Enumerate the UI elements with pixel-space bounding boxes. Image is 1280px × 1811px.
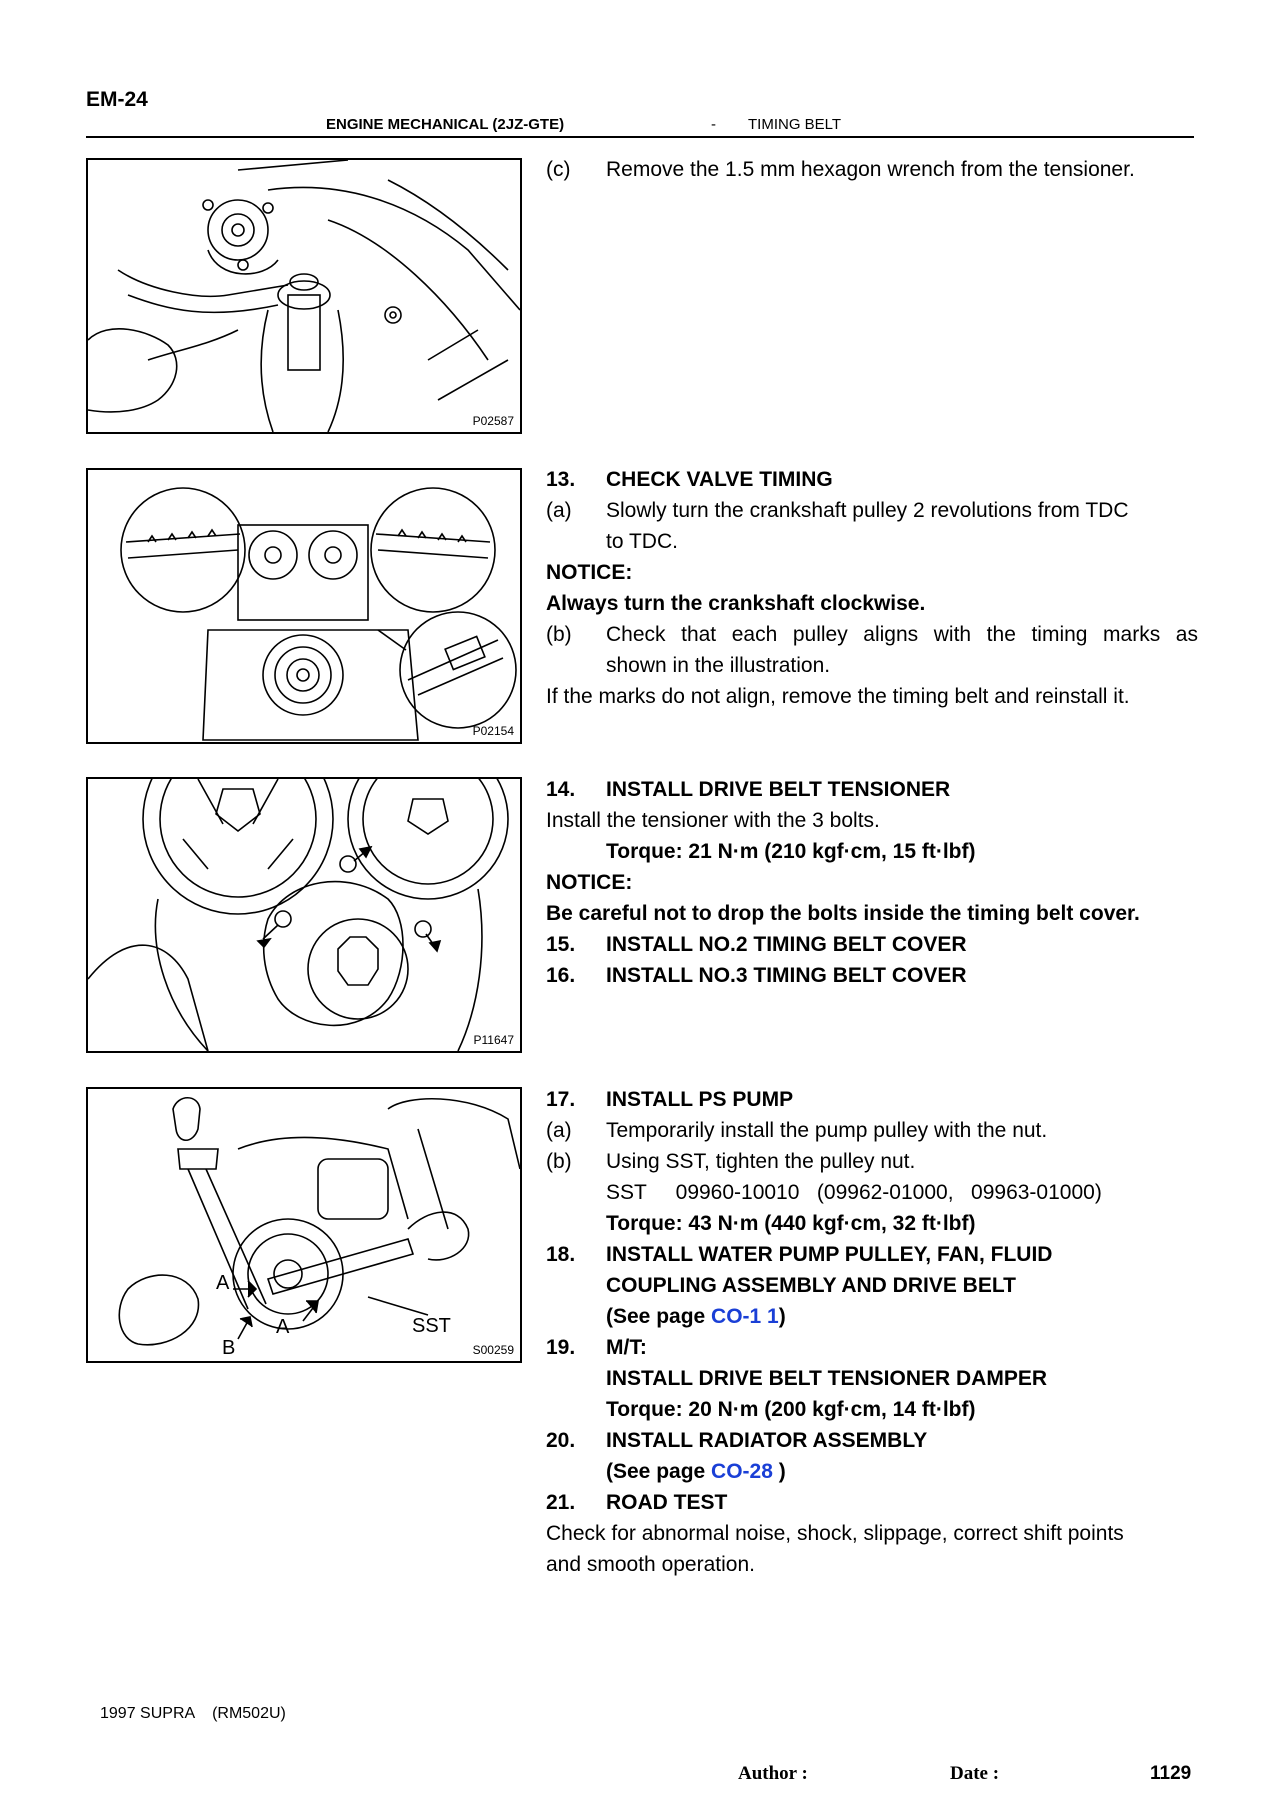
header-rule	[86, 136, 1194, 138]
callout-a: A	[276, 1316, 290, 1338]
step-num: 18.	[546, 1243, 576, 1266]
torque-spec: Torque: 21 N·m (210 kgf·cm, 15 ft·lbf)	[606, 840, 976, 863]
footer-date-label: Date :	[950, 1763, 1000, 1784]
ps-pump-illustration	[88, 1089, 520, 1361]
step-note: If the marks do not align, remove the timing belt and reinstall it.	[546, 685, 1130, 708]
figure-code: P11647	[473, 1033, 514, 1047]
running-header	[86, 116, 1194, 136]
notice-label: NOTICE:	[546, 561, 633, 584]
notice-text: Be careful not to drop the bolts inside the timing belt cover.	[546, 902, 1140, 925]
step-num: 13.	[546, 468, 576, 491]
callout-sst: SST	[412, 1315, 451, 1337]
step-num: 17.	[546, 1088, 576, 1111]
figure-code: S00259	[472, 1343, 514, 1357]
figure-drive-belt-tensioner	[86, 777, 522, 1053]
sst-numbers: SST 09960-10010 (09962-01000, 09963-01000)	[606, 1181, 1102, 1204]
substep-num: (a)	[546, 1119, 572, 1142]
step-num: (c)	[546, 158, 571, 181]
step-num: 21.	[546, 1491, 576, 1514]
step-num: 19.	[546, 1336, 576, 1359]
step-title: INSTALL NO.2 TIMING BELT COVER	[606, 933, 967, 956]
footer-author-label: Author :	[738, 1763, 808, 1784]
callout-b: B	[222, 1337, 236, 1359]
section-title: ENGINE MECHANICAL (2JZ-GTE)	[326, 116, 565, 133]
notice-text: Always turn the crankshaft clockwise.	[546, 592, 926, 615]
tensioner-illustration	[88, 779, 520, 1051]
step-title: INSTALL DRIVE BELT TENSIONER DAMPER	[606, 1367, 1048, 1390]
step-title: CHECK VALVE TIMING	[606, 468, 833, 491]
torque-spec: Torque: 43 N·m (440 kgf·cm, 32 ft·lbf)	[606, 1212, 976, 1235]
step-title: COUPLING ASSEMBLY AND DRIVE BELT	[606, 1274, 1016, 1297]
figure-ps-pump	[86, 1087, 522, 1363]
figure-code: P02587	[472, 414, 514, 428]
page-code: EM-24	[86, 88, 148, 111]
substep-text: shown in the illustration.	[606, 654, 831, 677]
notice-label: NOTICE:	[546, 871, 633, 894]
callout-a: A	[216, 1272, 230, 1294]
subsection-title: TIMING BELT	[748, 116, 842, 133]
torque-spec: Torque: 20 N·m (200 kgf·cm, 14 ft·lbf)	[606, 1398, 976, 1421]
figure-tensioner-wrench	[86, 158, 522, 434]
step-text: Remove the 1.5 mm hexagon wrench from the tensioner.	[606, 158, 1135, 181]
substep-text: Slowly turn the crankshaft pulley 2 revolutions from TDC	[606, 499, 1129, 522]
step-num: 15.	[546, 933, 576, 956]
substep-text: to TDC.	[606, 530, 678, 553]
step-title: M/T:	[606, 1336, 647, 1359]
step-title: INSTALL NO.3 TIMING BELT COVER	[606, 964, 967, 987]
header-dash: -	[711, 116, 716, 133]
step-13-block	[546, 464, 1198, 712]
step-text: Install the tensioner with the 3 bolts.	[546, 809, 880, 832]
step-text: and smooth operation.	[546, 1553, 755, 1576]
step-17-block	[546, 1084, 1198, 1580]
substep-text: Temporarily install the pump pulley with the nut.	[606, 1119, 1048, 1142]
see-page-ref: (See page CO-28 )	[606, 1460, 786, 1483]
substep-text: Using SST, tighten the pulley nut.	[606, 1150, 916, 1173]
tensioner-illustration	[88, 160, 520, 432]
step-title: ROAD TEST	[606, 1491, 728, 1514]
substep-num: (a)	[546, 499, 572, 522]
figure-valve-timing	[86, 468, 522, 744]
step-num: 16.	[546, 964, 576, 987]
valve-timing-illustration	[88, 470, 520, 742]
substep-text: Check that each pulley aligns with the timing marks as	[606, 623, 1198, 646]
figure-code: P02154	[472, 724, 514, 738]
step-text: Check for abnormal noise, shock, slippage, correct shift points	[546, 1522, 1124, 1545]
step-num: 20.	[546, 1429, 576, 1452]
footer-model: 1997 SUPRA (RM502U)	[100, 1705, 286, 1722]
step-c-block	[546, 154, 1198, 185]
footer-page-number: 1129	[1150, 1763, 1192, 1784]
link-co-28[interactable]: CO-28	[711, 1460, 773, 1483]
step-num: 14.	[546, 778, 576, 801]
step-14-block	[546, 774, 1198, 991]
link-co-11[interactable]: CO-1 1	[711, 1305, 779, 1328]
substep-num: (b)	[546, 623, 572, 646]
step-title: INSTALL WATER PUMP PULLEY, FAN, FLUID	[606, 1243, 1053, 1266]
see-page-ref: (See page CO-1 1)	[606, 1305, 786, 1328]
step-title: INSTALL DRIVE BELT TENSIONER	[606, 778, 951, 801]
step-title: INSTALL PS PUMP	[606, 1088, 794, 1111]
step-title: INSTALL RADIATOR ASSEMBLY	[606, 1429, 928, 1452]
substep-num: (b)	[546, 1150, 572, 1173]
